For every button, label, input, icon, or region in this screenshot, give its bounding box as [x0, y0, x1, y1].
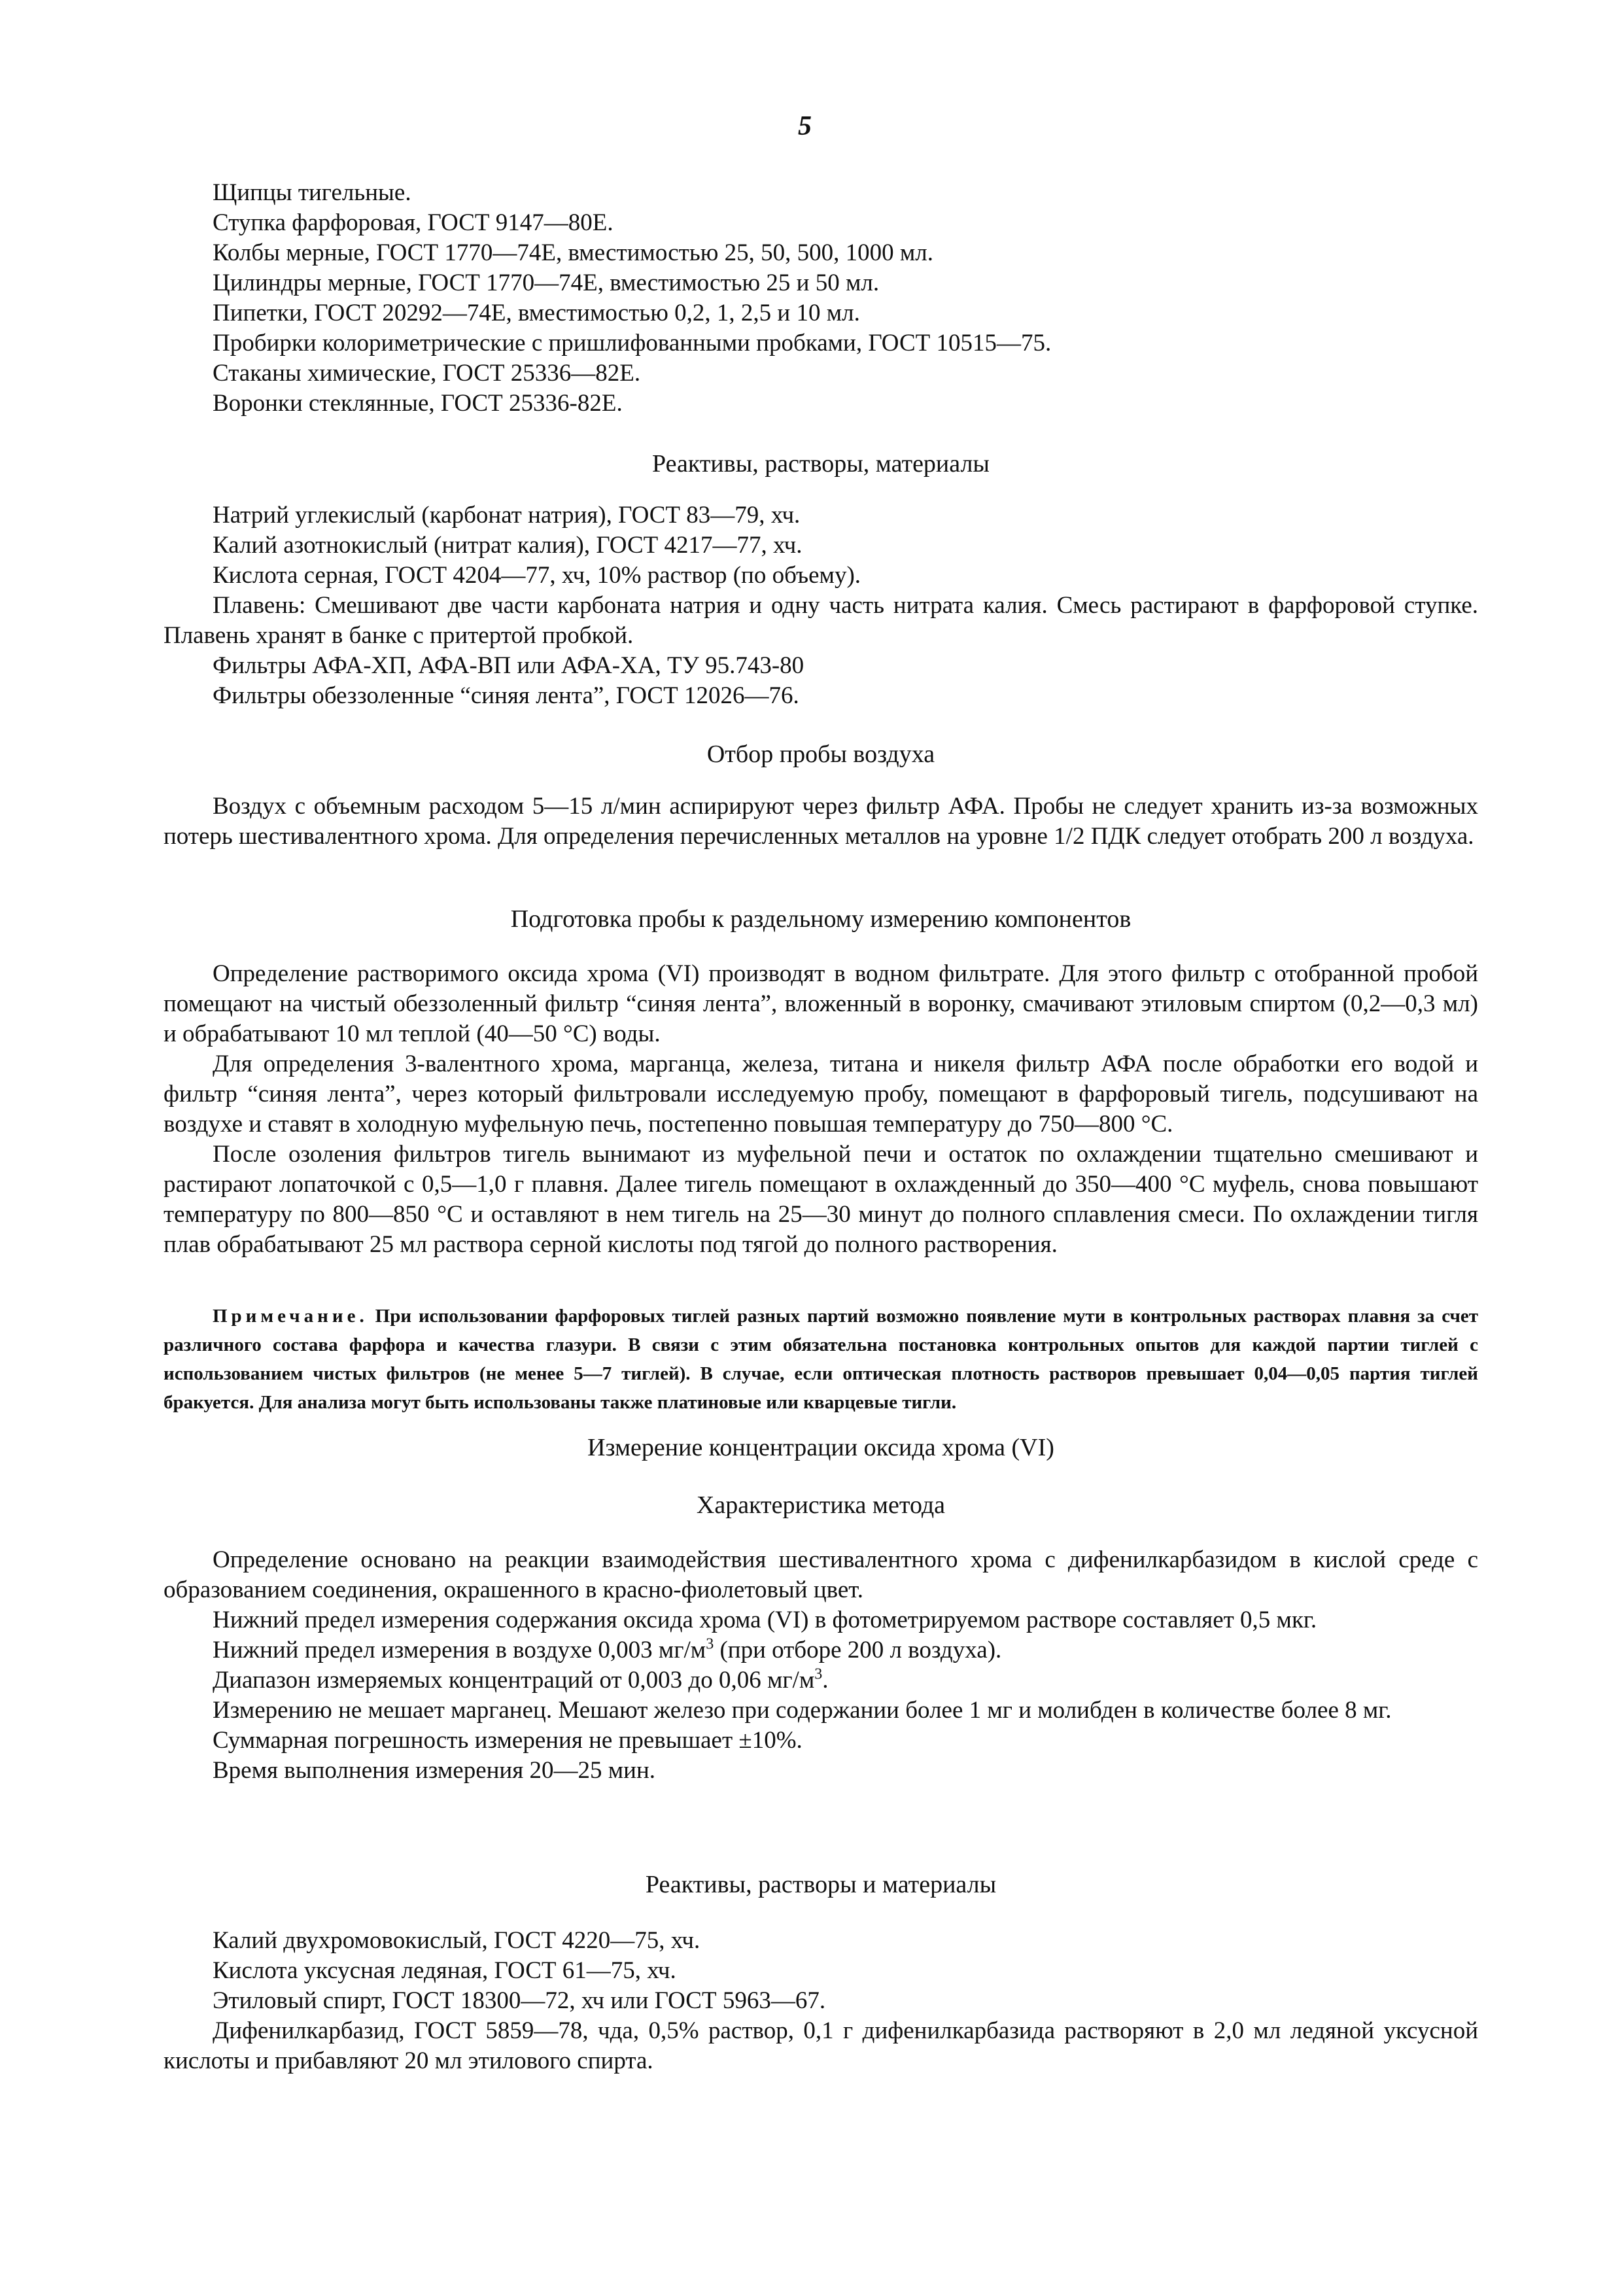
section-heading-sampling: Отбор пробы воздуха — [706, 740, 935, 768]
melt-paragraph: Плавень: Смешивают две части карбоната натрия и одну часть нитрата калия. Смесь растирают в фарфоровой ступке. Плавень хранят в банке с притертой пробкой. — [164, 592, 1478, 649]
reagent-list — [164, 500, 1478, 711]
list-item: Фильтры АФА-ХП, АФА-ВП или АФА-ХА, ТУ 95.743-80 — [213, 652, 804, 679]
preparation-paragraph: Для определения 3-валентного хрома, марганца, железа, титана и никеля фильтр АФА после обработки его водой и фильтр “синяя лента”, через который фильтровали исследуемую пробу, помещают в фарфоровый тигель, подсушивают на воздухе и ставят в холодную муфельную печь, постепенно повышая температуру до 750—800 °С. — [164, 1051, 1478, 1138]
list-item: Пробирки колориметрические с пришлифованными пробками, ГОСТ 10515—75. — [213, 330, 1052, 357]
list-item: Кислота серная, ГОСТ 4204—77, хч, 10% раствор (по объему). — [213, 562, 861, 589]
section-heading-reagents: Реактивы, растворы, материалы — [652, 450, 990, 478]
method-paragraph: Определение основано на реакции взаимодействия шестивалентного хрома с дифенилкарбазидом в кислой среде с образованием соединения, окрашенного в красно-фиолетовый цвет. — [164, 1546, 1478, 1603]
note-paragraph — [164, 1302, 1478, 1417]
list-item: Этиловый спирт, ГОСТ 18300—72, хч или ГОСТ 5963—67. — [213, 1987, 826, 2014]
list-item: Цилиндры мерные, ГОСТ 1770—74Е, вместимостью 25 и 50 мл. — [213, 270, 880, 296]
note-section — [164, 1302, 1478, 1417]
concentration-range: Диапазон измеряемых концентраций от 0,003 до 0,06 $мг/м^3$. — [213, 1665, 829, 1694]
page-number: 5 — [798, 111, 812, 141]
section-heading-measurement: Измерение концентрации оксида хрома (VI) — [587, 1434, 1054, 1461]
list-item: Стаканы химические, ГОСТ 25336—82Е. — [213, 360, 641, 387]
diphenyl-paragraph: Дифенилкарбазид, ГОСТ 5859—78, чда, 0,5% раствор, 0,1 г дифенилкарбазида растворяют в 2,0 мл ледяной уксусной кислоты и прибавляют 20 мл этилового спирта. — [164, 2017, 1478, 2074]
section-heading-method: Характеристика метода — [696, 1491, 946, 1519]
list-item: Кислота уксусная ледяная, ГОСТ 61—75, хч. — [213, 1957, 676, 1984]
list-item: Калий азотнокислый (нитрат калия), ГОСТ 4217—77, хч. — [213, 532, 803, 559]
preparation-paragraph: После озоления фильтров тигель вынимают из муфельной печи и остаток по охлаждении тщательно смешивают и растирают лопаточкой с 0,5—1,0 г плавня. Далее тигель помещают в охлажденный до 350—400 °С муфель, снова повышают температуру по 800—850 °С и оставляют в нем тигель на 25—30 минут до полного сплавления смеси. По охлаждении тигля плав обрабатывают 25 мл раствора серной кислоты под тягой до полного растворения. — [164, 1141, 1478, 1258]
reagent2-list — [164, 1926, 1478, 2076]
note-label: Примечание. — [213, 1306, 368, 1327]
error-line: Суммарная погрешность измерения не превышает ±10%. — [213, 1727, 803, 1754]
list-item: Воронки стеклянные, ГОСТ 25336-82Е. — [213, 390, 623, 417]
preparation-paragraph: Определение растворимого оксида хрома (VI) производят в водном фильтрате. Для этого фильтр с отобранной пробой помещают на чистый обеззоленный фильтр “синяя лента”, вложенный в воронку, смачивают этиловым спиртом (0,2—0,3 мл) и обрабатывают 10 мл теплой (40—50 °С) воды. — [164, 960, 1478, 1047]
list-item: Пипетки, ГОСТ 20292—74Е, вместимостью 0,2, 1, 2,5 и 10 мл. — [213, 300, 860, 326]
sampling-section — [164, 791, 1478, 852]
time-line: Время выполнения измерения 20—25 мин. — [213, 1757, 656, 1784]
method-section — [164, 1545, 1478, 1786]
section-heading-reagents-2: Реактивы, растворы и материалы — [645, 1871, 997, 1898]
section-heading-preparation: Подготовка пробы к раздельному измерению компонентов — [510, 905, 1132, 933]
interference-paragraph: Измерению не мешает марганец. Мешают железо при содержании более 1 мг и молибден в количестве более 8 мг. — [213, 1697, 1392, 1724]
list-item: Ступка фарфоровая, ГОСТ 9147—80Е. — [213, 209, 613, 236]
sampling-paragraph: Воздух с объемным расходом 5—15 л/мин аспирируют через фильтр АФА. Пробы не следует хранить из-за возможных потерь шестивалентного хрома. Для определения перечисленных металлов на уровне 1/2 ПДК следует отобрать 200 л воздуха. — [164, 793, 1478, 850]
preparation-section — [164, 959, 1478, 1260]
list-item: Фильтры обеззоленные “синяя лента”, ГОСТ 12026—76. — [213, 682, 799, 709]
list-item: Щипцы тигельные. — [213, 179, 411, 206]
method-paragraph: Нижний предел измерения содержания оксида хрома (VI) в фотометрируемом растворе составляет 0,5 мкг. — [213, 1607, 1317, 1633]
list-item: Натрий углекислый (карбонат натрия), ГОСТ 83—79, хч. — [213, 502, 801, 529]
note-text: При использовании фарфоровых тиглей разных партий возможно появление мути в контрольных растворах плавня за счет различного состава фарфора и качества глазури. В связи с этим обязательна постановка контрольных опытов для каждой партии тиглей с использованием чистых фильтров (не менее 5—7 тиглей). В случае, если оптическая плотность растворов превышает 0,04—0,05 партия тиглей бракуется. Для анализа могут быть использованы также платиновые или кварцевые тигли. — [164, 1306, 1478, 1413]
list-item: Калий двухромовокислый, ГОСТ 4220—75, хч. — [213, 1927, 700, 1954]
equipment-list — [164, 178, 1478, 419]
list-item: Колбы мерные, ГОСТ 1770—74Е, вместимостью 25, 50, 500, 1000 мл. — [213, 239, 933, 266]
lower-limit-air: Нижний предел измерения в воздухе 0,003 $мг/м^3$ (при отборе 200 л воздуха). — [213, 1635, 1002, 1663]
